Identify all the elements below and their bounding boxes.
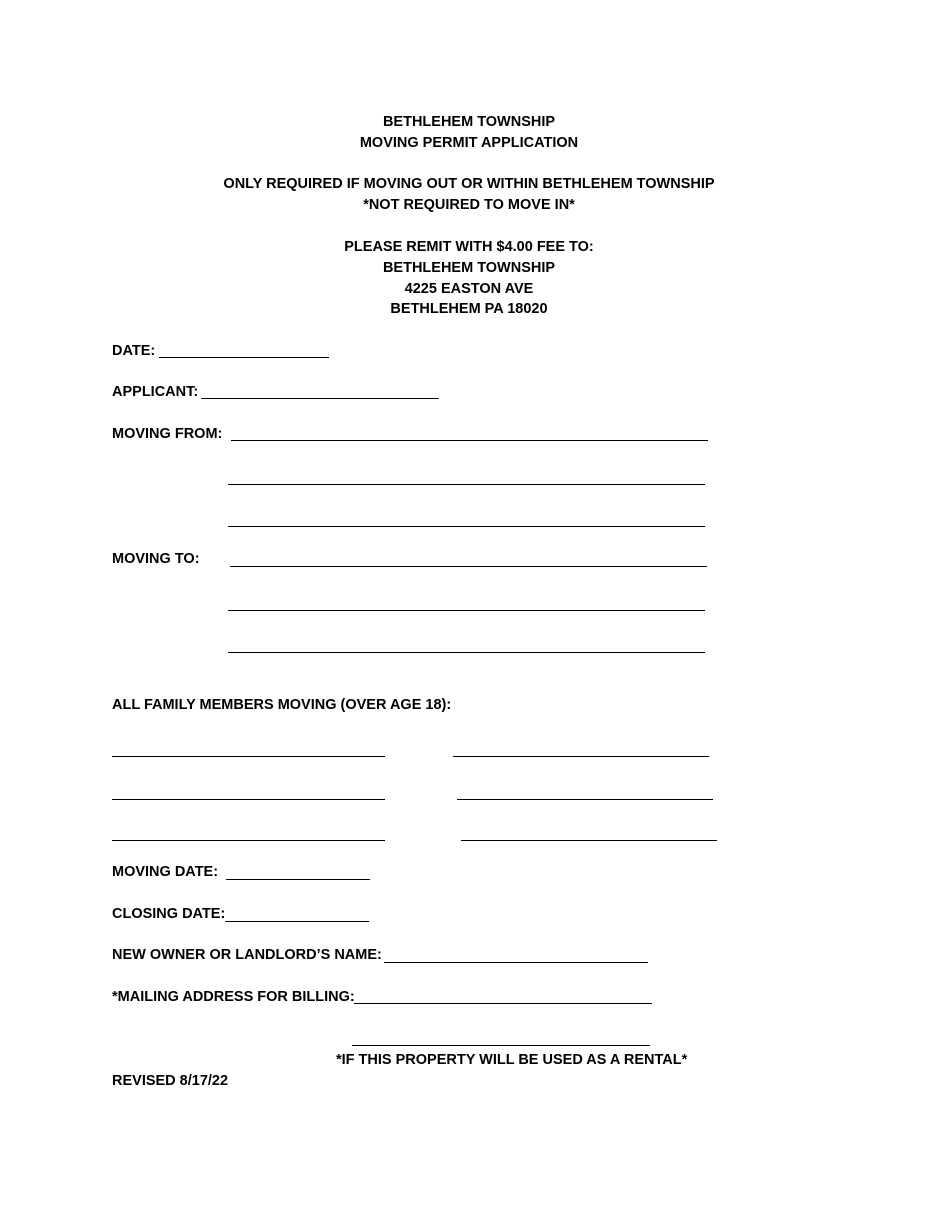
mailing-address-label: *MAILING ADDRESS FOR BILLING: — [112, 989, 355, 1005]
mailing-address-field-1[interactable] — [354, 1003, 652, 1004]
date-label: DATE: — [112, 343, 156, 359]
moving-date-field[interactable] — [226, 879, 370, 880]
closing-date-field[interactable] — [225, 921, 369, 922]
date-field[interactable] — [159, 357, 329, 358]
remit-name: BETHLEHEM TOWNSHIP — [382, 260, 556, 276]
moving-to-field-2[interactable] — [228, 610, 705, 611]
moving-to-field-3[interactable] — [228, 652, 705, 653]
moving-to-label: MOVING TO: — [112, 551, 200, 567]
new-owner-field[interactable] — [384, 962, 648, 963]
moving-from-field-2[interactable] — [228, 484, 705, 485]
family-member-field-6[interactable] — [461, 840, 717, 841]
mailing-address-field-2[interactable] — [352, 1045, 650, 1046]
moving-from-field-1[interactable] — [231, 440, 708, 441]
not-required-note: *NOT REQUIRED TO MOVE IN* — [363, 197, 575, 213]
remit-street: 4225 EASTON AVE — [404, 281, 534, 297]
moving-to-field-1[interactable] — [230, 566, 707, 567]
family-members-label: ALL FAMILY MEMBERS MOVING (OVER AGE 18): — [112, 697, 452, 713]
moving-date-label: MOVING DATE: — [112, 864, 219, 880]
family-member-field-3[interactable] — [112, 799, 385, 800]
applicant-label: APPLICANT: — [112, 384, 199, 400]
revision-date: REVISED 8/17/22 — [112, 1073, 229, 1089]
new-owner-label: NEW OWNER OR LANDLORD’S NAME: — [112, 947, 382, 963]
township-title: BETHLEHEM TOWNSHIP — [382, 114, 556, 130]
remit-city: BETHLEHEM PA 18020 — [390, 301, 548, 317]
family-member-field-5[interactable] — [112, 840, 385, 841]
family-member-field-1[interactable] — [112, 756, 385, 757]
moving-from-label: MOVING FROM: — [112, 426, 223, 442]
rental-note: *IF THIS PROPERTY WILL BE USED AS A RENTAL* — [336, 1052, 688, 1068]
form-title: MOVING PERMIT APPLICATION — [359, 135, 579, 151]
remit-instruction: PLEASE REMIT WITH $4.00 FEE TO: — [344, 239, 594, 255]
family-member-field-4[interactable] — [457, 799, 713, 800]
moving-from-field-3[interactable] — [228, 526, 705, 527]
requirement-note: ONLY REQUIRED IF MOVING OUT OR WITHIN BETHLEHEM TOWNSHIP — [223, 176, 715, 192]
family-member-field-2[interactable] — [453, 756, 709, 757]
closing-date-label: CLOSING DATE: — [112, 906, 226, 922]
applicant-field[interactable] — [201, 398, 439, 399]
